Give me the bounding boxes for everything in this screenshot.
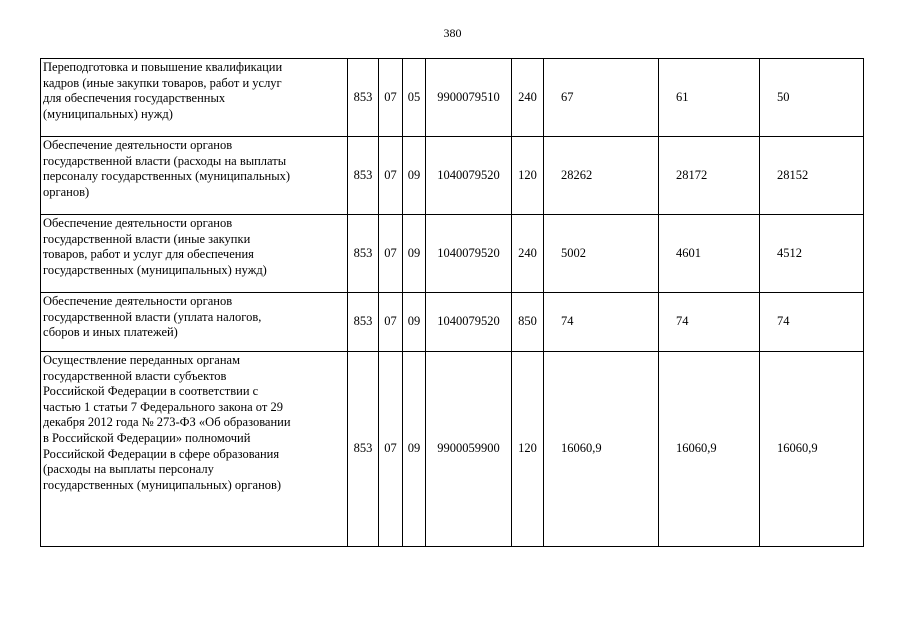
description-line: Российской Федерации в сфере образования xyxy=(43,446,280,461)
ved-cell: 853 xyxy=(348,352,379,547)
description-line: (расходы на выплаты персоналу xyxy=(43,462,214,477)
description-line: в Российской Федерации» полномочий xyxy=(43,430,251,445)
description-line: для обеспечения государственных xyxy=(43,91,226,106)
pr-cell: 09 xyxy=(403,293,426,352)
csr-cell: 9900059900 xyxy=(426,352,512,547)
ved-cell: 853 xyxy=(348,59,379,137)
csr-cell: 1040079520 xyxy=(426,215,512,293)
vr-cell: 240 xyxy=(512,215,544,293)
description-line: Осуществление переданных органам xyxy=(43,353,240,367)
rz-cell: 07 xyxy=(379,137,403,215)
row-description xyxy=(41,293,348,352)
rz-cell: 07 xyxy=(379,215,403,293)
description-line: Обеспечение деятельности органов xyxy=(43,294,233,308)
description-line: государственной власти субъектов xyxy=(43,368,227,383)
description-line: сборов и иных платежей) xyxy=(43,325,178,340)
description-line: декабря 2012 года № 273-ФЗ «Об образовании xyxy=(43,415,291,430)
sum-year3-cell: 50 xyxy=(760,59,864,137)
ved-cell: 853 xyxy=(348,137,379,215)
vr-cell: 120 xyxy=(512,352,544,547)
description-line: государственной власти (расходы на выплаты xyxy=(43,153,287,168)
rz-cell: 07 xyxy=(379,293,403,352)
description-line: частью 1 статьи 7 Федерального закона от 29 xyxy=(43,399,283,414)
ved-cell: 853 xyxy=(348,215,379,293)
pr-cell: 09 xyxy=(403,215,426,293)
table-row xyxy=(41,293,864,352)
budget-table xyxy=(40,58,864,547)
vr-cell: 240 xyxy=(512,59,544,137)
sum-year1-cell: 5002 xyxy=(544,215,659,293)
csr-cell: 1040079520 xyxy=(426,137,512,215)
pr-cell: 05 xyxy=(403,59,426,137)
csr-cell: 9900079510 xyxy=(426,59,512,137)
sum-year3-cell: 74 xyxy=(760,293,864,352)
description-line: органов) xyxy=(43,184,90,199)
table-row xyxy=(41,352,864,547)
sum-year3-cell: 16060,9 xyxy=(760,352,864,547)
table-row xyxy=(41,215,864,293)
sum-year2-cell: 61 xyxy=(659,59,760,137)
row-description xyxy=(41,352,348,547)
description-line: государственной власти (уплата налогов, xyxy=(43,309,262,324)
rz-cell: 07 xyxy=(379,352,403,547)
description-line: товаров, работ и услуг для обеспечения xyxy=(43,247,254,262)
pr-cell: 09 xyxy=(403,137,426,215)
sum-year3-cell: 4512 xyxy=(760,215,864,293)
row-description xyxy=(41,215,348,293)
sum-year1-cell: 16060,9 xyxy=(544,352,659,547)
description-line: Российской Федерации в соответствии с xyxy=(43,384,259,399)
sum-year2-cell: 28172 xyxy=(659,137,760,215)
vr-cell: 120 xyxy=(512,137,544,215)
row-description xyxy=(41,59,348,137)
table-row xyxy=(41,59,864,137)
description-line: персоналу государственных (муниципальных) xyxy=(43,169,291,184)
sum-year1-cell: 74 xyxy=(544,293,659,352)
rz-cell: 07 xyxy=(379,59,403,137)
sum-year1-cell: 67 xyxy=(544,59,659,137)
sum-year2-cell: 74 xyxy=(659,293,760,352)
description-line: кадров (иные закупки товаров, работ и услуг xyxy=(43,75,282,90)
csr-cell: 1040079520 xyxy=(426,293,512,352)
table-row xyxy=(41,137,864,215)
row-description xyxy=(41,137,348,215)
sum-year1-cell: 28262 xyxy=(544,137,659,215)
description-line: (муниципальных) нужд) xyxy=(43,106,173,121)
description-line: Переподготовка и повышение квалификации xyxy=(43,60,283,74)
pr-cell: 09 xyxy=(403,352,426,547)
ved-cell: 853 xyxy=(348,293,379,352)
sum-year3-cell: 28152 xyxy=(760,137,864,215)
description-line: государственных (муниципальных) нужд) xyxy=(43,262,267,277)
sum-year2-cell: 16060,9 xyxy=(659,352,760,547)
page-number: 380 xyxy=(443,26,462,40)
description-line: Обеспечение деятельности органов xyxy=(43,138,233,152)
sum-year2-cell: 4601 xyxy=(659,215,760,293)
description-line: Обеспечение деятельности органов xyxy=(43,216,233,230)
description-line: государственных (муниципальных) органов) xyxy=(43,477,282,492)
vr-cell: 850 xyxy=(512,293,544,352)
description-line: государственной власти (иные закупки xyxy=(43,231,251,246)
